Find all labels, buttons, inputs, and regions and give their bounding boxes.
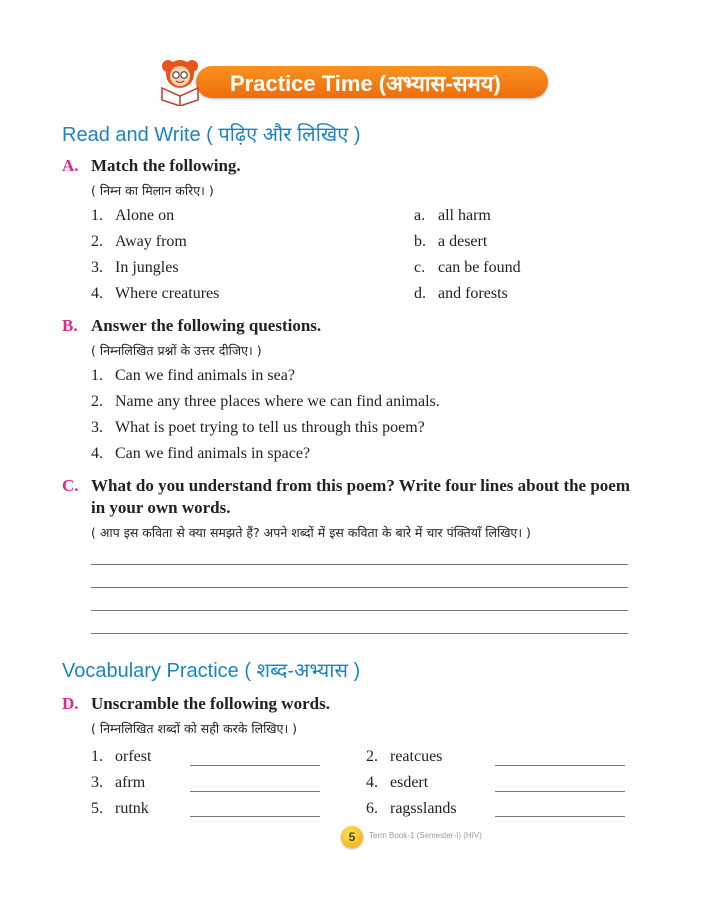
answer-line[interactable] — [91, 610, 628, 611]
question-item: 3. What is poet trying to tell us through this poem? — [91, 419, 425, 436]
scrambled-word: 6. ragsslands — [366, 800, 457, 817]
answer-line[interactable] — [91, 564, 628, 565]
question-d-title: Unscramble the following words. — [91, 694, 330, 713]
scrambled-word: 5. rutnk — [91, 800, 149, 817]
answer-line[interactable] — [91, 633, 628, 634]
question-a-hindi: ( निम्न का मिलान करिए। ) — [91, 183, 214, 198]
answer-blank[interactable] — [495, 765, 625, 766]
answer-line[interactable] — [91, 587, 628, 588]
question-c-title-line1: What do you understand from this poem? Write four lines about the poem — [91, 476, 631, 495]
match-right-item: b. a desert — [414, 233, 488, 250]
question-b-letter: B. — [62, 316, 78, 335]
match-right-item: d. and forests — [414, 285, 508, 302]
question-b-title: Answer the following questions. — [91, 316, 322, 335]
question-d-hindi: ( निम्नलिखित शब्दों को सही करके लिखिए। ) — [91, 721, 298, 736]
question-item: 1. Can we find animals in sea? — [91, 367, 295, 384]
answer-blank[interactable] — [495, 791, 625, 792]
match-left-item: 4. Where creatures — [91, 285, 220, 302]
match-left-item: 1. Alone on — [91, 207, 175, 224]
question-item: 4. Can we find animals in space? — [91, 445, 311, 462]
question-c-hindi: ( आप इस कविता से क्या समझते हैं? अपने शब्दों में इस कविता के बारे में चार पंक्तियाँ लिखिए। ) — [91, 525, 531, 540]
question-d-letter: D. — [62, 694, 79, 713]
answer-blank[interactable] — [190, 765, 320, 766]
scrambled-word: 2. reatcues — [366, 748, 443, 765]
vocabulary-heading: Vocabulary Practice ( शब्द-अभ्यास ) — [62, 660, 361, 682]
question-item: 2. Name any three places where we can find animals. — [91, 393, 440, 410]
read-write-heading: Read and Write ( पढ़िए और लिखिए ) — [62, 124, 361, 146]
book-label: Term Book-1 (Semester-I) (HIV) — [369, 831, 482, 840]
match-left-item: 3. In jungles — [91, 259, 179, 276]
scrambled-word: 4. esdert — [366, 774, 429, 791]
page-number: 5 — [341, 826, 363, 848]
question-a-letter: A. — [62, 156, 79, 175]
scrambled-word: 1. orfest — [91, 748, 152, 765]
match-right-item: a. all harm — [414, 207, 491, 224]
question-c-letter: C. — [62, 476, 79, 495]
answer-blank[interactable] — [190, 791, 320, 792]
question-c-title-line2: in your own words. — [91, 498, 231, 517]
question-a-title: Match the following. — [91, 156, 241, 175]
banner-title: Practice Time (अभ्यास-समय) — [230, 71, 501, 96]
scrambled-word: 3. afrm — [91, 774, 146, 791]
answer-blank[interactable] — [190, 816, 320, 817]
girl-reading-mascot-icon — [158, 56, 226, 106]
match-left-item: 2. Away from — [91, 233, 187, 250]
question-b-hindi: ( निम्नलिखित प्रश्नों के उत्तर दीजिए। ) — [91, 343, 262, 358]
match-right-item: c. can be found — [414, 259, 521, 276]
practice-time-banner — [158, 62, 548, 100]
answer-blank[interactable] — [495, 816, 625, 817]
